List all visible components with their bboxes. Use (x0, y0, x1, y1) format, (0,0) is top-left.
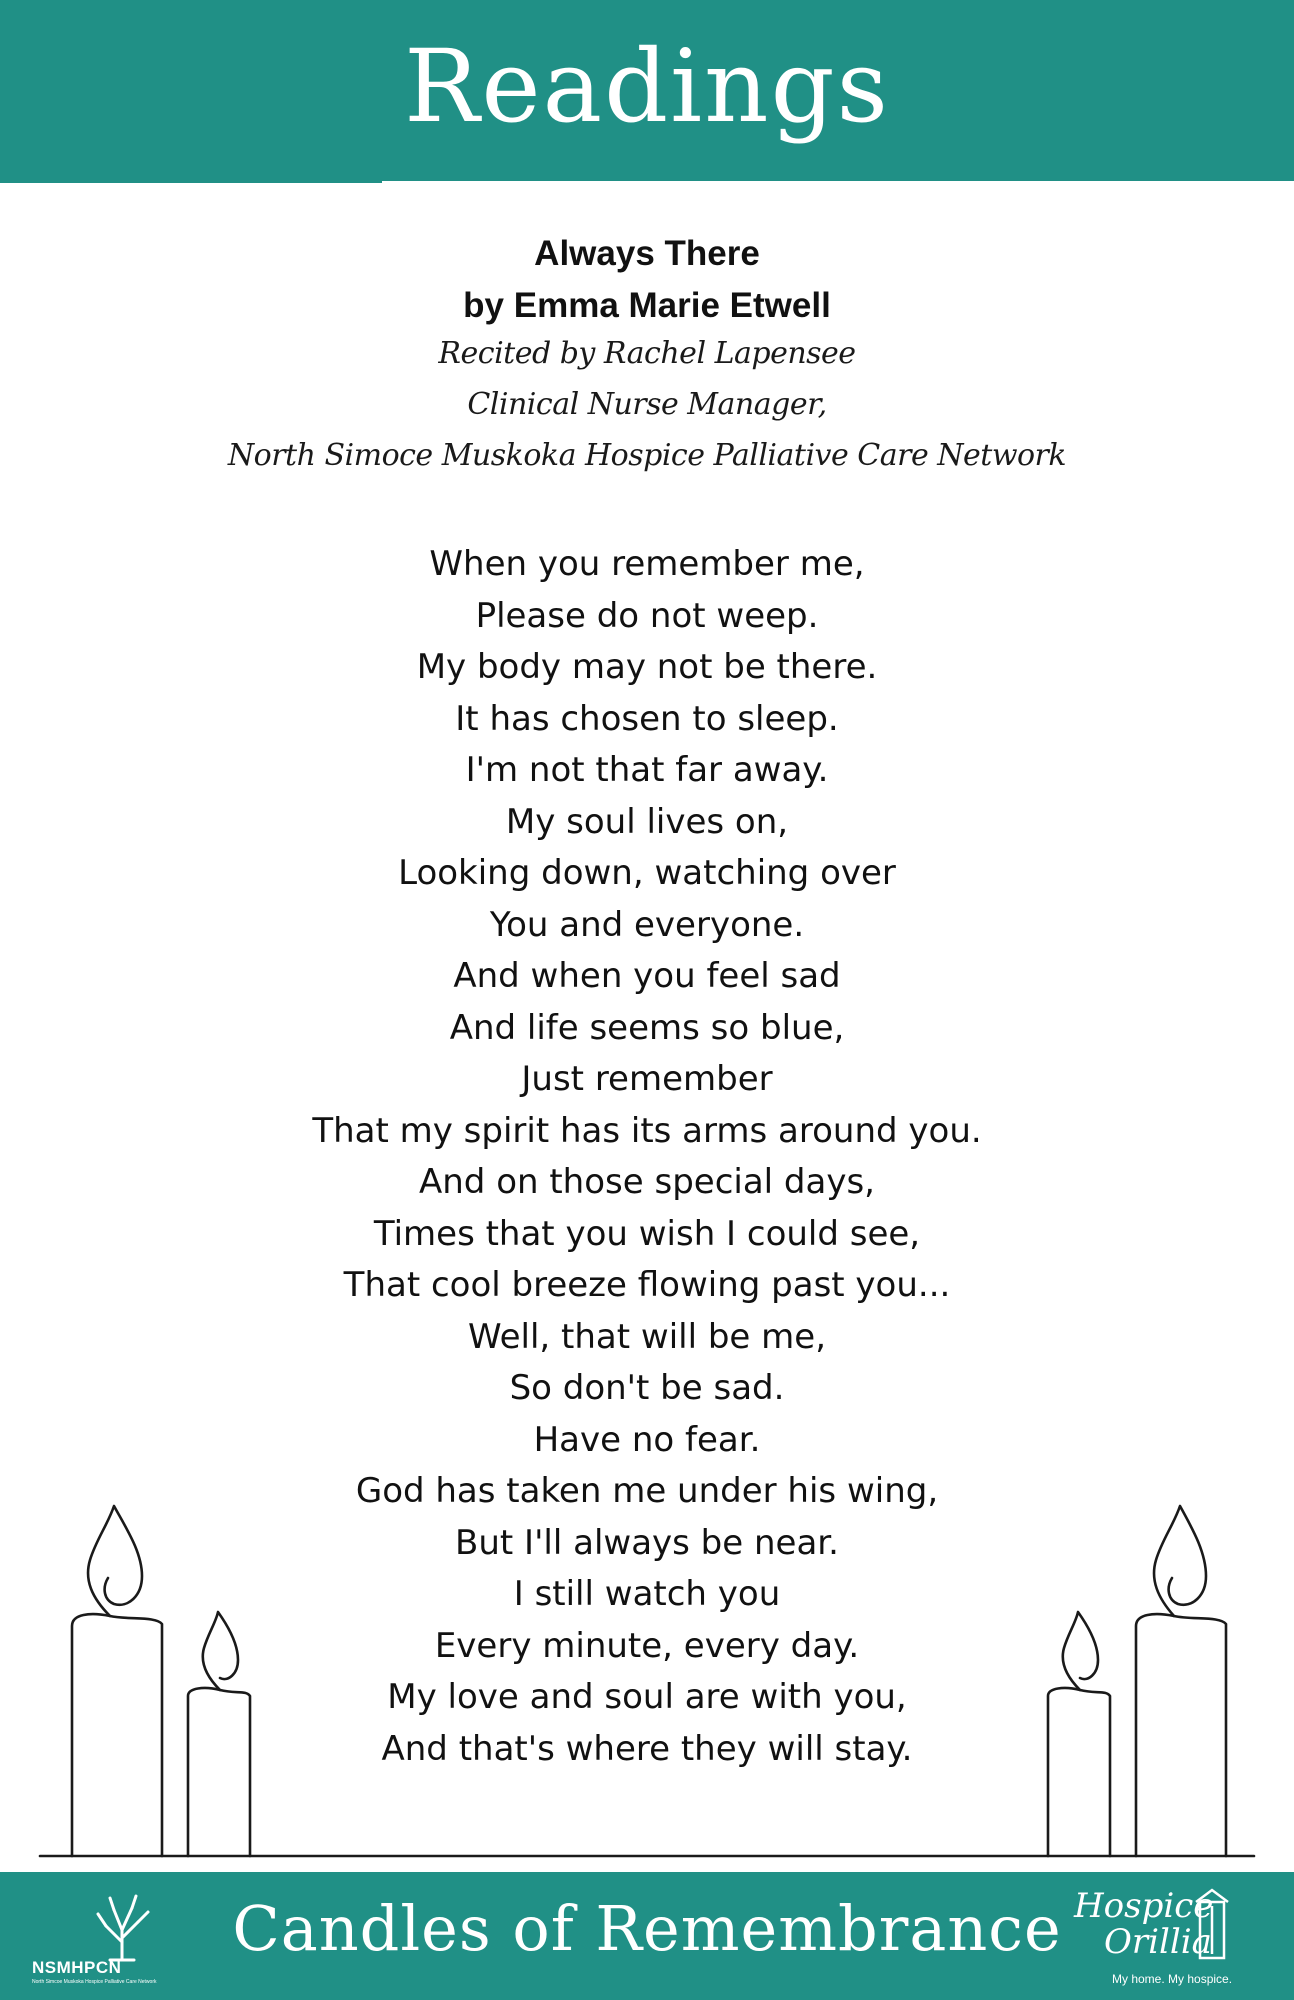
poem-line: My soul lives on, (505, 801, 789, 842)
poem-body (0, 539, 1294, 1775)
poem-author: by Emma Marie Etwell (463, 286, 831, 325)
credit-reciter: Recited by Rachel Lapensee (438, 336, 856, 371)
page-title: Readings (404, 28, 890, 145)
credit-organization: North Simoce Muskoka Hospice Palliative Care Network (227, 438, 1067, 473)
poem-line: Have no fear. (533, 1419, 761, 1460)
poem-line: It has chosen to sleep. (455, 698, 839, 739)
poem-line: But I'll always be near. (455, 1522, 839, 1563)
nsmhpcn-logo-subtitle: North Simcoe Muskoka Hospice Palliative Care Network (32, 1979, 157, 1985)
hospice-orillia-logo-word1: Hospice (1074, 1886, 1214, 1926)
hospice-orillia-tagline: My home. My hospice. (1112, 1972, 1233, 1986)
poem-line: God has taken me under his wing, (355, 1471, 939, 1511)
poem-line: And when you feel sad (453, 956, 841, 996)
footer-title: Candles of Remembrance (232, 1892, 1062, 1965)
nsmhpcn-logo-text: NSMHPCN (32, 1958, 122, 1977)
header-underline (0, 181, 382, 183)
header-banner (0, 0, 1294, 181)
reading-credits (0, 328, 1294, 481)
poem-line: Times that you wish I could see, (373, 1213, 921, 1254)
poem-line: Well, that will be me, (467, 1316, 826, 1357)
hospice-orillia-logo-word2: Orillia (1104, 1922, 1212, 1962)
poem-line: Looking down, watching over (398, 853, 896, 893)
poem-line: And on those special days, (419, 1162, 875, 1202)
poem-line: You and everyone. (489, 904, 805, 945)
poem-line: That my spirit has its arms around you. (312, 1110, 982, 1151)
footer-banner (0, 1872, 1294, 2000)
poem-line: And that's where they will stay. (381, 1728, 913, 1769)
poem-line: That cool breeze flowing past you... (343, 1265, 951, 1305)
poem-line: Just remember (521, 1059, 773, 1099)
poem-line: And life seems so blue, (449, 1007, 845, 1048)
poem-line: So don't be sad. (509, 1368, 785, 1408)
poem-title: Always There (534, 234, 760, 273)
poem-line: I still watch you (513, 1574, 781, 1614)
poem-line: My body may not be there. (416, 647, 878, 687)
poem-line: I'm not that far away. (465, 750, 829, 790)
poem-line: Every minute, every day. (434, 1625, 860, 1666)
poem-line: When you remember me, (429, 544, 865, 584)
poem-line: My love and soul are with you, (387, 1677, 907, 1717)
reading-content (0, 228, 1294, 1775)
poem-line: Please do not weep. (475, 595, 819, 636)
credit-role: Clinical Nurse Manager, (467, 387, 827, 422)
